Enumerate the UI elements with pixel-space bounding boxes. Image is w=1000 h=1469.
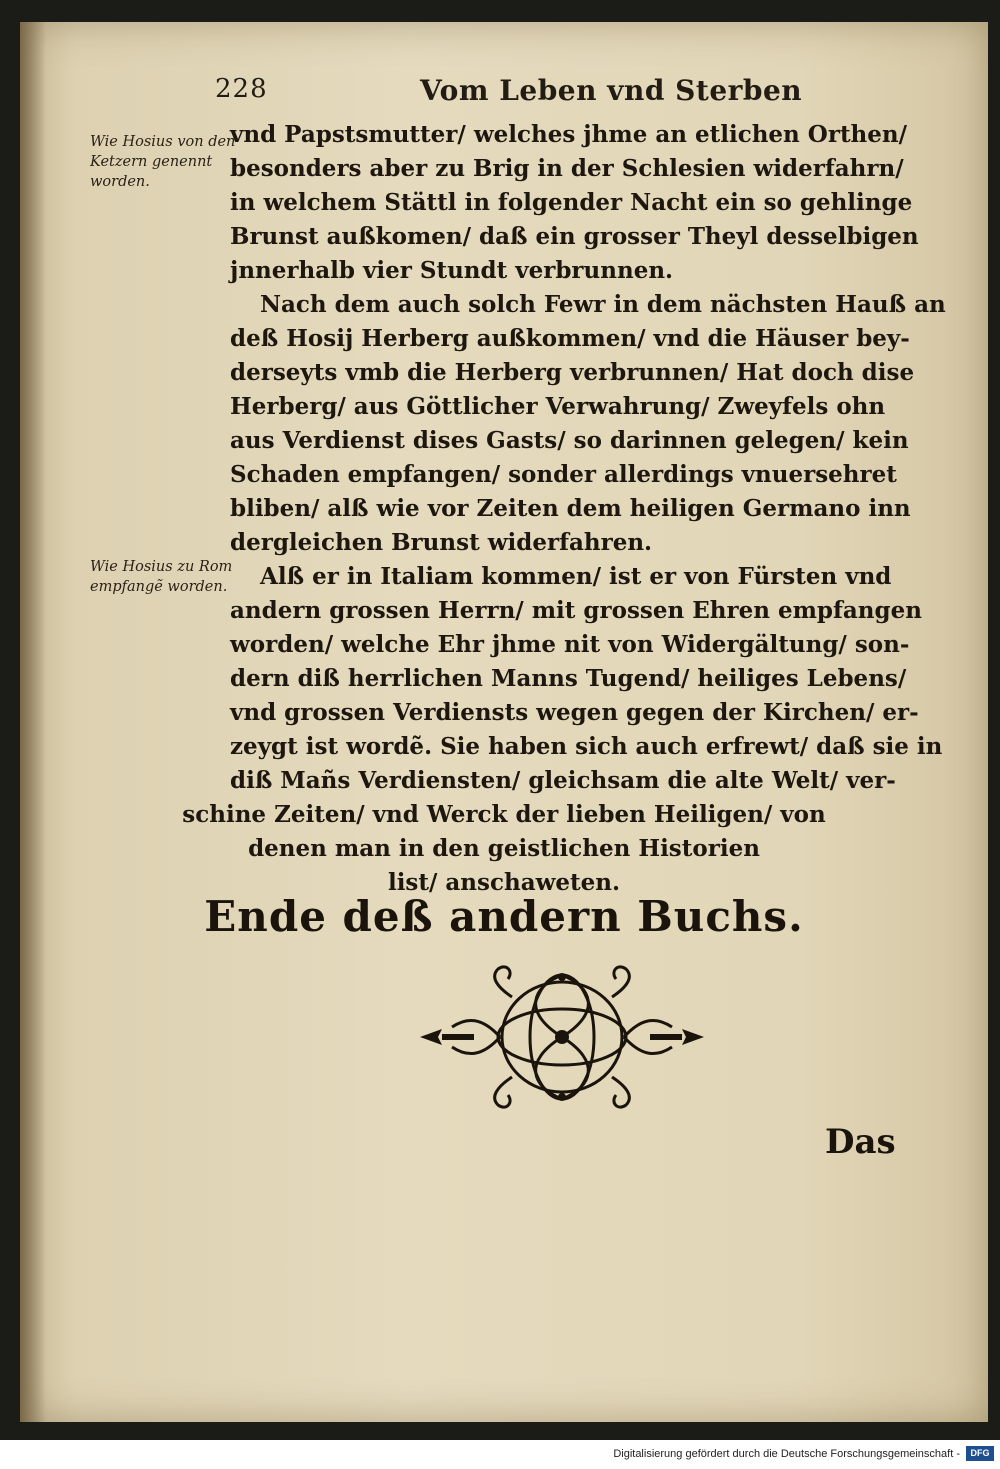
text-line: dern diß herrlichen Manns Tugend/ heiliges Lebens/ — [230, 665, 907, 692]
text-line: jnnerhalb vier Stundt verbrunnen. — [230, 257, 674, 284]
text-line: worden/ welche Ehr jhme nit von Widergältung/ son- — [230, 631, 910, 658]
text-line: Brunst außkomen/ daß ein grosser Theyl desselbigen — [230, 223, 919, 250]
ornament-icon — [412, 957, 712, 1117]
text-line: bliben/ alß wie vor Zeiten dem heiligen Germano inn — [230, 495, 911, 522]
text-line: derseyts vmb die Herberg verbrunnen/ Hat doch dise — [230, 359, 915, 386]
footer-bar — [0, 1440, 1000, 1469]
page-header — [20, 74, 988, 114]
text-line: aus Verdienst dises Gasts/ so darinnen gelegen/ kein — [230, 427, 909, 454]
text-line: Herberg/ aus Göttlicher Verwahrung/ Zweyfels ohn — [230, 393, 886, 420]
text-line: in welchem Stättl in folgender Nacht ein so gehlinge — [230, 189, 913, 216]
text-line: Alß er in Italiam kommen/ ist er von Fürsten vnd — [260, 563, 892, 590]
text-line: deß Hosij Herberg außkommen/ vnd die Häuser bey- — [230, 325, 910, 352]
closing-line: list/ anschaweten. — [387, 869, 621, 896]
page-spine-shadow — [20, 22, 46, 1422]
margin-note: Wie Hosius von den Ketzern genennt worden. — [90, 134, 236, 190]
margin-note: Wie Hosius zu Rom empfangẽ worden. — [90, 559, 233, 595]
catchword: Das — [825, 1122, 896, 1162]
text-line: zeygt ist wordẽ. Sie haben sich auch erfrewt/ daß sie in — [230, 733, 943, 760]
text-line: Schaden empfangen/ sonder allerdings vnuersehret — [230, 461, 897, 488]
text-line: besonders aber zu Brig in der Schlesien widerfahrn/ — [230, 155, 904, 182]
footer-credit: Digitalisierung gefördert durch die Deutsche Forschungsgemeinschaft - — [613, 1448, 960, 1460]
page-number: 228 — [215, 74, 268, 104]
book-end-title: Ende deß andern Buchs. — [204, 892, 804, 941]
text-line: vnd Papstsmutter/ welches jhme an etlichen Orthen/ — [230, 121, 908, 148]
text-line: diß Mañs Verdiensten/ gleichsam die alte Welt/ ver- — [230, 767, 896, 794]
text-line: Nach dem auch solch Fewr in dem nächsten Hauß an — [260, 291, 946, 318]
running-title: Vom Leben vnd Sterben — [420, 74, 803, 107]
dfg-logo-icon: DFG — [966, 1446, 994, 1461]
text-line: andern grossen Herrn/ mit grossen Ehren empfangen — [230, 597, 922, 624]
text-line: dergleichen Brunst widerfahren. — [230, 529, 653, 556]
text-line: vnd grossen Verdiensts wegen gegen der Kirchen/ er- — [230, 699, 919, 726]
closing-line: schine Zeiten/ vnd Werck der lieben Heiligen/ von — [182, 801, 826, 828]
closing-line: denen man in den geistlichen Historien — [248, 835, 760, 862]
book-page — [20, 22, 988, 1422]
